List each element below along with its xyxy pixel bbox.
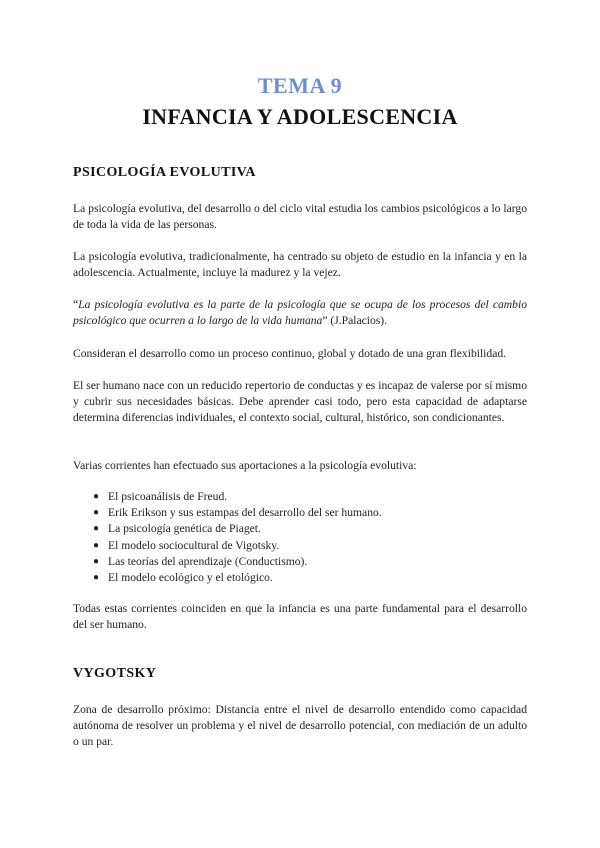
- bullet-icon: ●: [93, 555, 100, 567]
- paragraph-scope: La psicología evolutiva, tradicionalmente, ha centrado su objeto de estudio en la infancia y en la adolescencia. Actualmente, incluye la madurez y la vejez.: [73, 250, 527, 279]
- list-item: [93, 521, 523, 537]
- section-heading-vygotsky: VYGOTSKY: [73, 666, 157, 681]
- list-item-text: Las teorías del aprendizaje (Conductismo).: [108, 554, 308, 568]
- paragraph-currents-intro: Varias corrientes han efectuado sus aportaciones a la psicología evolutiva:: [73, 459, 417, 472]
- paragraph-definition: La psicología evolutiva, del desarrollo o del ciclo vital estudia los cambios psicológicos a lo largo de toda la vida de las personas.: [73, 202, 527, 231]
- list-item-text: El psicoanálisis de Freud.: [108, 490, 228, 503]
- quote-open-mark: “: [73, 298, 79, 311]
- list-item-text: El modelo sociocultural de Vigotsky.: [108, 538, 280, 552]
- list-item-text: La psicología genética de Piaget.: [108, 522, 261, 536]
- paragraph-zdp: Zona de desarrollo próximo: Distancia entre el nivel de desarrollo entendido como capacidad autónoma de resolver un problema y el nivel de desarrollo potencial, con mediación de un adulto o un par.: [73, 703, 527, 748]
- quote-attribution: ” (J.Palacios).: [322, 314, 388, 327]
- bullet-icon: ●: [93, 491, 100, 502]
- paragraph-conclusion: Todas estas corrientes coinciden en que la infancia es una parte fundamental para el desarrollo del ser humano.: [73, 602, 527, 631]
- paragraph-human-being: El ser humano nace con un reducido repertorio de conductas y es incapaz de valerse por sí mismo y cubrir sus necesidades básicas. Debe aprender casi todo, pero esta capacidad de adaptarse determina diferencias individuales, el contexto social, cultural, histórico, son condicionantes.: [73, 379, 527, 424]
- bullet-icon: ●: [93, 539, 100, 551]
- list-item-text: El modelo ecológico y el etológico.: [108, 571, 273, 585]
- paragraph-quote: [73, 297, 527, 329]
- topic-number: TEMA 9: [257, 73, 343, 98]
- list-item: [93, 554, 523, 570]
- bullet-icon: ●: [93, 523, 100, 535]
- list-item: [93, 505, 523, 521]
- bullet-icon: ●: [93, 507, 100, 519]
- quote-text: La psicología evolutiva es la parte de la psicología que se ocupa de los procesos del cambio psicológico que ocurren a lo largo de la vida humana: [73, 298, 527, 327]
- list-item: [93, 538, 523, 554]
- page-title: INFANCIA Y ADOLESCENCIA: [142, 104, 458, 129]
- paragraph-development: Consideran el desarrollo como un proceso continuo, global y dotado de una gran flexibilidad.: [73, 347, 507, 360]
- list-item-text: Erik Erikson y sus estampas del desarrollo del ser humano.: [108, 506, 382, 520]
- list-item: [93, 489, 523, 505]
- list-item: [93, 570, 523, 586]
- bullet-icon: ●: [93, 572, 100, 584]
- section-heading-psicologia-evolutiva: PSICOLOGÍA EVOLUTIVA: [73, 165, 256, 180]
- currents-list: [93, 489, 523, 586]
